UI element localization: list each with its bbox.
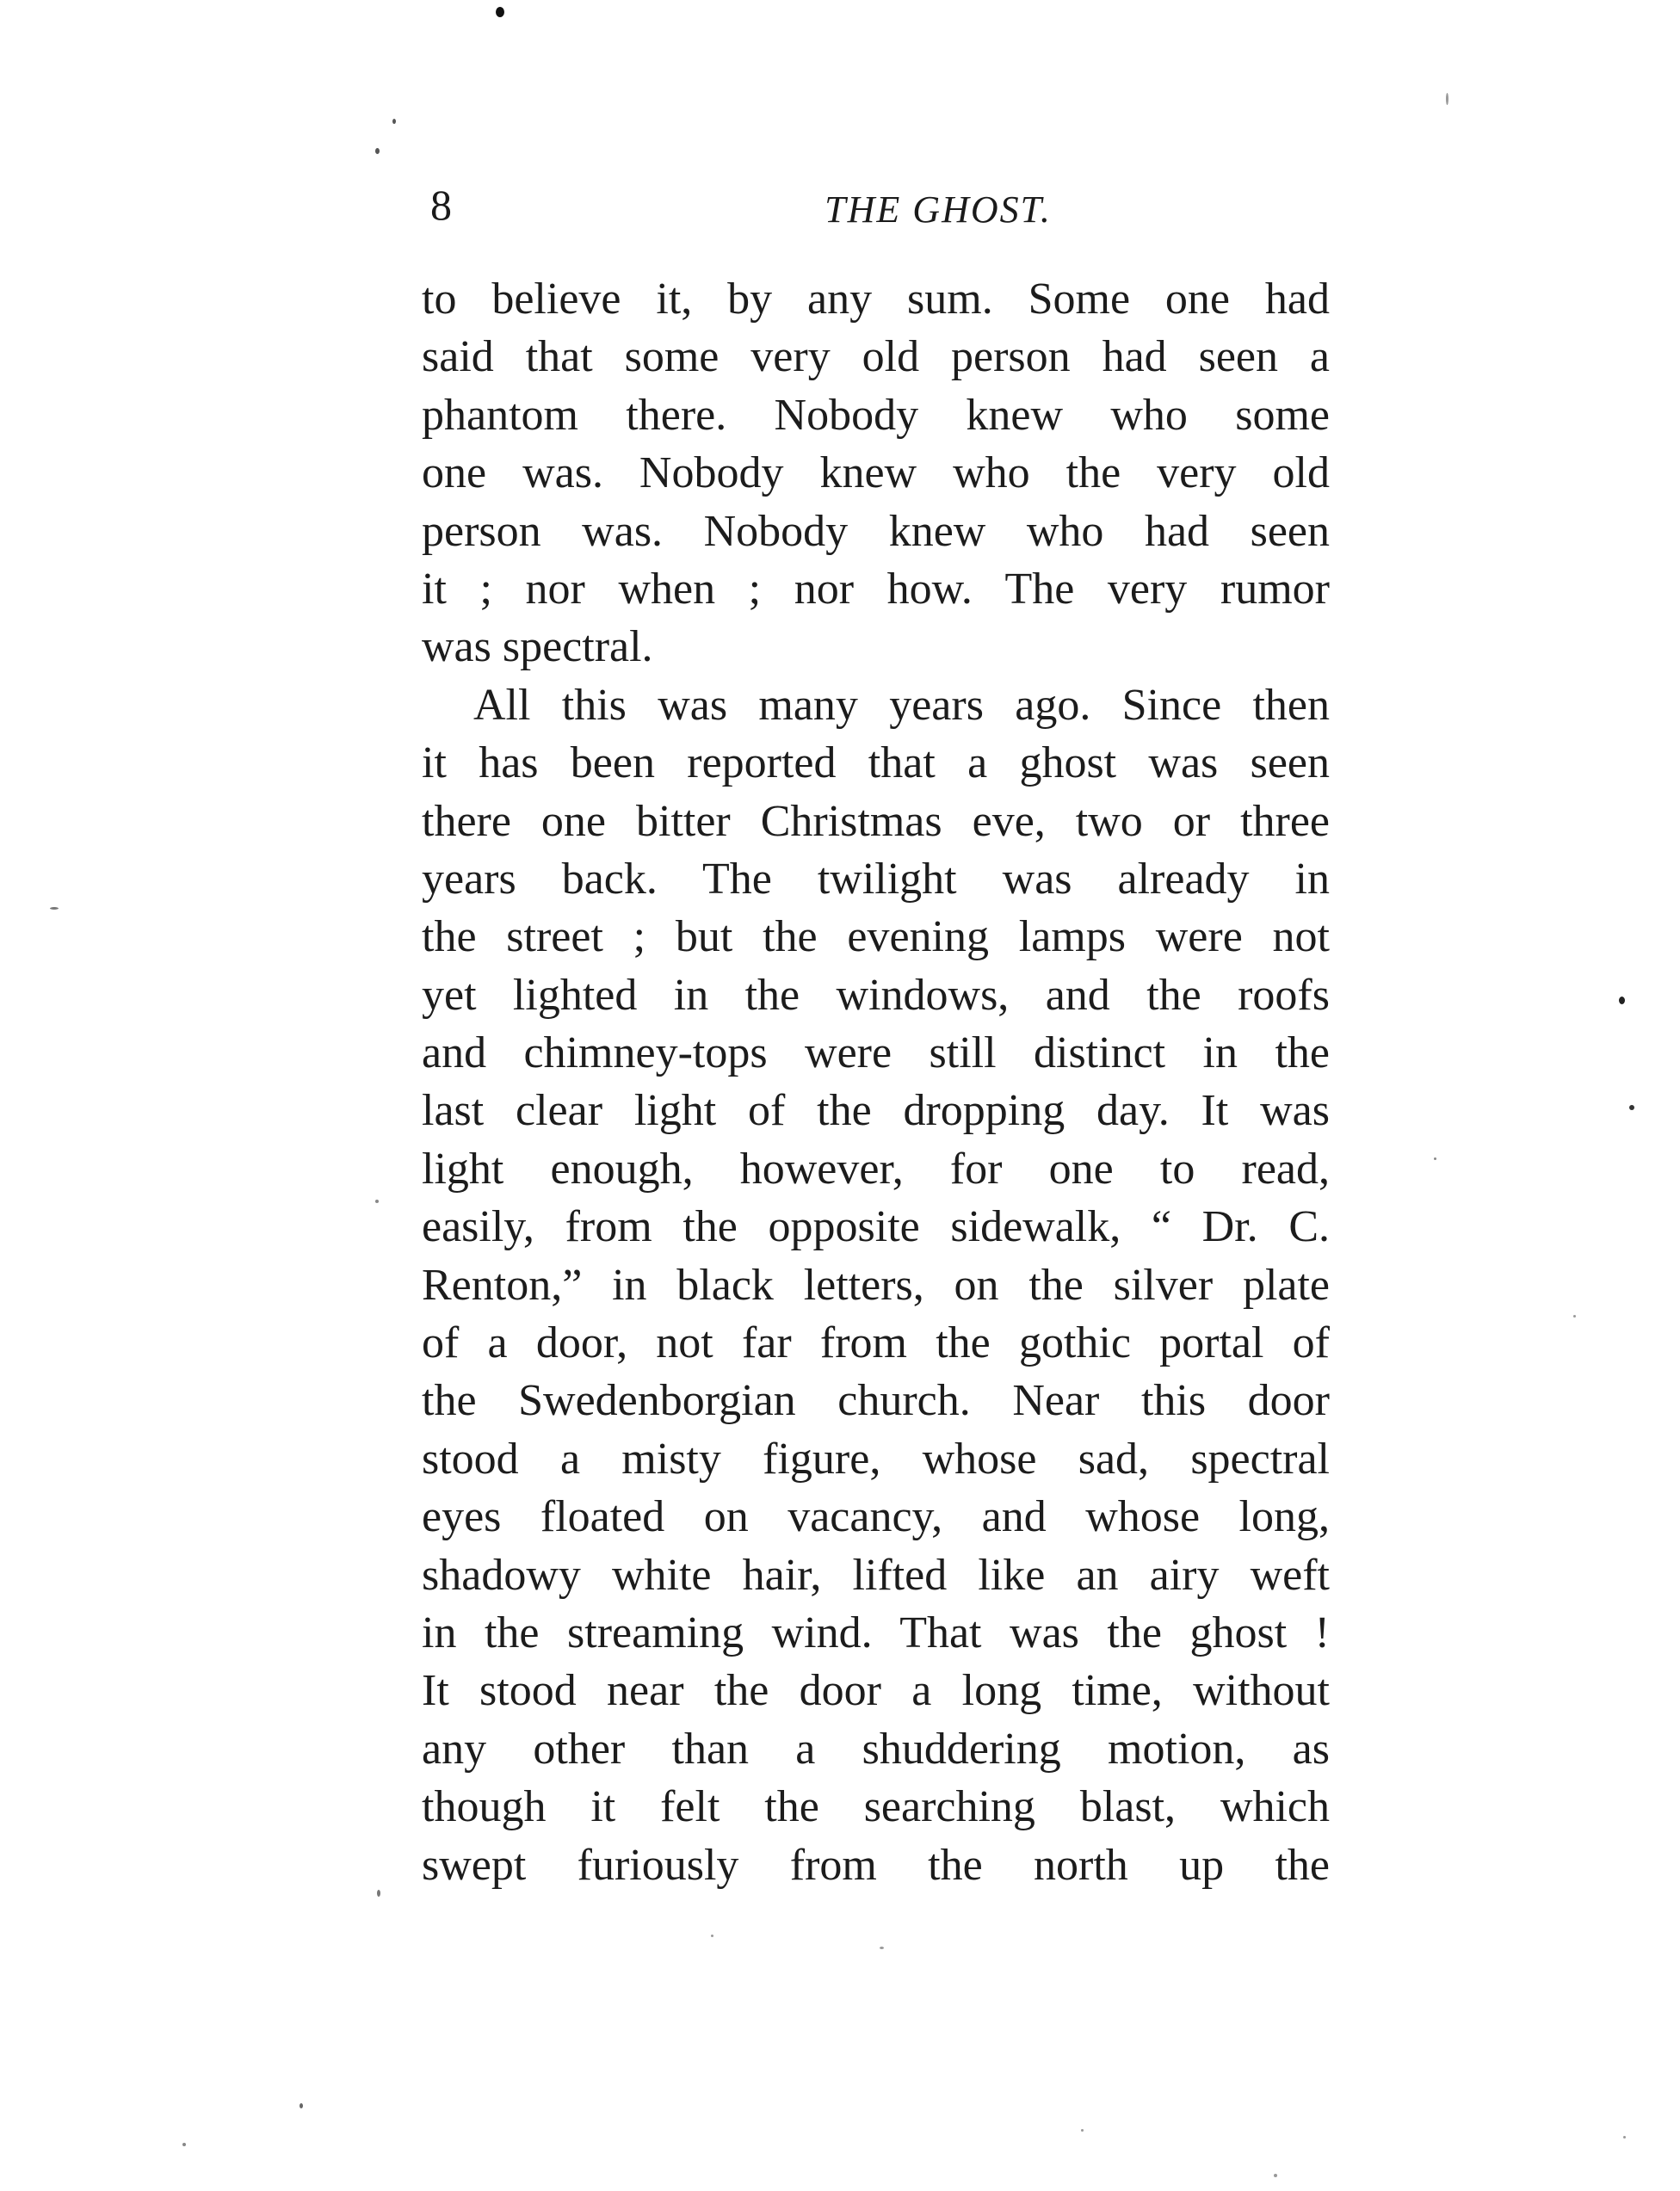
- text-line: in the streaming wind. That was the ghost !: [422, 1608, 1330, 1657]
- ink-speck: [1434, 1157, 1436, 1160]
- paragraph: [422, 270, 1330, 676]
- ink-speck: [880, 1947, 884, 1949]
- body-text: [422, 270, 1330, 1894]
- running-head: THE GHOST.: [825, 188, 1052, 231]
- ink-speck: [1629, 1105, 1634, 1110]
- text-line: said that some very old person had seen a: [422, 332, 1330, 382]
- paragraph: [422, 676, 1330, 1894]
- text-line: person was. Nobody knew who had seen: [422, 506, 1330, 556]
- text-line: phantom there. Nobody knew who some: [422, 390, 1330, 440]
- text-line: the street ; but the evening lamps were not: [422, 912, 1330, 962]
- text-line: years back. The twilight was already in: [422, 854, 1330, 904]
- page-number: 8: [430, 181, 452, 229]
- text-line: last clear light of the dropping day. It was: [422, 1086, 1330, 1136]
- ink-speck: [711, 1935, 713, 1937]
- text-line: it has been reported that a ghost was seen: [422, 738, 1330, 788]
- ink-speck: [375, 1200, 379, 1203]
- text-line: one was. Nobody knew who the very old: [422, 448, 1330, 498]
- text-line: shadowy white hair, lifted like an airy weft: [422, 1550, 1330, 1600]
- text-line: and chimney-tops were still distinct in the: [422, 1028, 1330, 1078]
- text-line: the Swedenborgian church. Near this door: [422, 1376, 1330, 1426]
- text-line: light enough, however, for one to read,: [422, 1144, 1330, 1194]
- ink-speck: [1623, 2136, 1626, 2139]
- text-line: there one bitter Christmas eve, two or three: [422, 796, 1330, 846]
- text-line: it ; nor when ; nor how. The very rumor: [422, 564, 1330, 614]
- text-line: easily, from the opposite sidewalk, “ Dr. C.: [422, 1202, 1330, 1252]
- text-line: eyes floated on vacancy, and whose long,: [422, 1492, 1330, 1542]
- ink-speck: [1446, 93, 1448, 105]
- text-line: yet lighted in the windows, and the roofs: [422, 970, 1330, 1020]
- text-line: It stood near the door a long time, without: [422, 1666, 1330, 1716]
- ink-speck: [1573, 1315, 1576, 1318]
- text-line: of a door, not far from the gothic portal of: [422, 1318, 1330, 1368]
- ink-speck: [375, 148, 380, 154]
- ink-speck: [300, 2103, 303, 2108]
- ink-speck: [1274, 2174, 1277, 2177]
- ink-speck: [1081, 2129, 1084, 2132]
- text-line: was spectral.: [422, 622, 653, 672]
- ink-speck: [1619, 997, 1625, 1004]
- ink-speck: [182, 2143, 186, 2146]
- page-header: [422, 172, 1325, 250]
- text-line: All this was many years ago. Since then: [473, 680, 1330, 730]
- ink-speck: [50, 907, 59, 910]
- text-line: though it felt the searching blast, which: [422, 1782, 1330, 1832]
- ink-speck: [392, 119, 396, 124]
- ink-speck: [377, 1890, 380, 1897]
- ink-speck: [496, 7, 504, 17]
- text-line: any other than a shuddering motion, as: [422, 1724, 1330, 1774]
- text-line: to believe it, by any sum. Some one had: [422, 275, 1330, 324]
- text-line: stood a misty figure, whose sad, spectral: [422, 1434, 1330, 1484]
- text-line: Renton,” in black letters, on the silver plate: [422, 1260, 1330, 1310]
- text-line: swept furiously from the north up the: [422, 1840, 1330, 1890]
